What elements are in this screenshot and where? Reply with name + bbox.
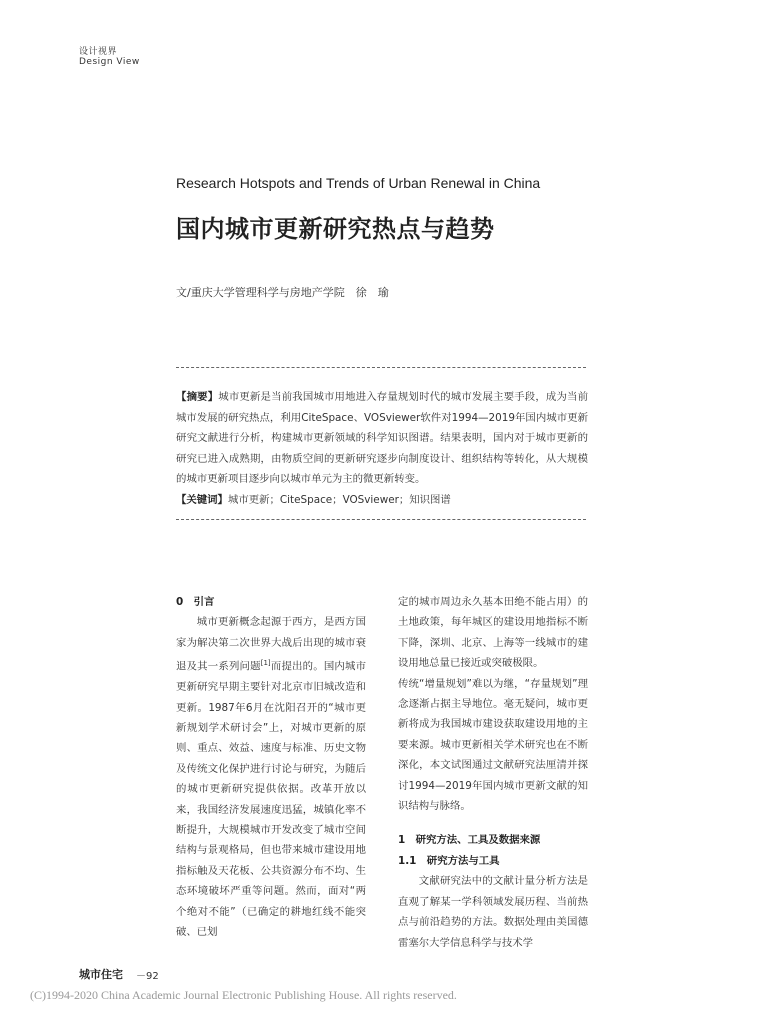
citation-ref: [1] xyxy=(260,659,271,668)
right-paragraph-1: 定的城市周边永久基本田绝不能占用）的土地政策，每年城区的建设用地指标不断下降，深圳、北京、上海等一线城市的建设用地总量已接近或突破极限。 xyxy=(398,596,588,670)
article-title-zh: 国内城市更新研究热点与趋势 xyxy=(176,215,495,243)
keywords-paragraph xyxy=(176,490,588,511)
intro-heading: 0 引言 xyxy=(176,596,215,608)
body-column-right xyxy=(398,592,588,953)
intro-text-a: 城市更新概念起源于西方，是西方国家为解决第二次世界大战后出现的城市衰退及其一系列问题 xyxy=(176,616,366,673)
intro-paragraph xyxy=(176,612,366,942)
keywords-text: 城市更新；CiteSpace；VOSviewer；知识图谱 xyxy=(227,493,451,506)
section-1-heading: 1 研究方法、工具及数据来源 xyxy=(398,834,541,847)
abstract-paragraph xyxy=(176,387,588,490)
section-1-1-paragraph: 文献研究法中的文献计量分析方法是直观了解某一学科领域发展历程、当前热点与前沿趋势的方法。数据处理由美国德雷塞尔大学信息科学与技术学 xyxy=(398,875,588,949)
section-label xyxy=(79,47,140,67)
section-label-en: Design View xyxy=(79,57,140,67)
copyright-watermark: (C)1994-2020 China Academic Journal Electronic Publishing House. All rights reserved. xyxy=(30,988,457,1002)
page-number: －92 xyxy=(136,971,159,982)
section-label-zh: 设计视界 xyxy=(79,47,118,57)
author-line: 文/重庆大学管理科学与房地产学院 徐 瑜 xyxy=(176,286,389,299)
intro-text-b: 而提出的。国内城市更新研究早期主要针对北京市旧城改造和更新。1987年6月在沈阳召开的“城市更新规划学术研讨会”上，对城市更新的原则、重点、效益、速度与标准、历史文物及传统文化保护进行讨论与研究，为随后的城市更新研究提供依据。改革开放以来，我国经济发展速度迅猛，城镇化率不断提升，大规模城市开发改变了城市空间结构与景观格局，但也带来城市建设用地指标触及天花板、公共资源分布不均、生态环境破坏严重等问题。然而，面对“两个绝对不能”（已确定的耕地红线不能突破、已划 xyxy=(176,660,367,938)
magazine-name: 城市住宅 xyxy=(79,968,123,981)
article-title-en: Research Hotspots and Trends of Urban Renewal in China xyxy=(176,175,541,191)
right-paragraph-2: 传统“增量规划”难以为继，“存量规划”理念逐渐占据主导地位。毫无疑问，城市更新将成为我国城市建设获取建设用地的主要来源。城市更新相关学术研究也在不断深化，本文试图通过文献研究法厘清并探讨1994—2019年国内城市更新文献的知识结构与脉络。 xyxy=(398,677,588,813)
abstract-bottom-divider xyxy=(176,519,586,520)
abstract-top-divider xyxy=(176,367,586,368)
body-column-left xyxy=(176,592,366,942)
keywords-label: 【关键词】 xyxy=(176,493,228,506)
abstract-text: 城市更新是当前我国城市用地进入存量规划时代的城市发展主要手段，成为当前城市发展的研究热点，利用CiteSpace、VOSviewer软件对1994—2019年国内城市更新研究文献进行分析，构建城市更新领域的科学知识图谱。结果表明，国内对于城市更新的研究已进入成熟期，由物质空间的更新研究逐步向制度设计、组织结构等转化，从大规模的城市更新项目逐步向以城市单元为主的微更新转变。 xyxy=(176,391,589,485)
abstract-label: 【摘要】 xyxy=(176,391,219,403)
abstract-block xyxy=(176,387,588,510)
section-1-1-heading: 1.1 研究方法与工具 xyxy=(398,854,500,867)
